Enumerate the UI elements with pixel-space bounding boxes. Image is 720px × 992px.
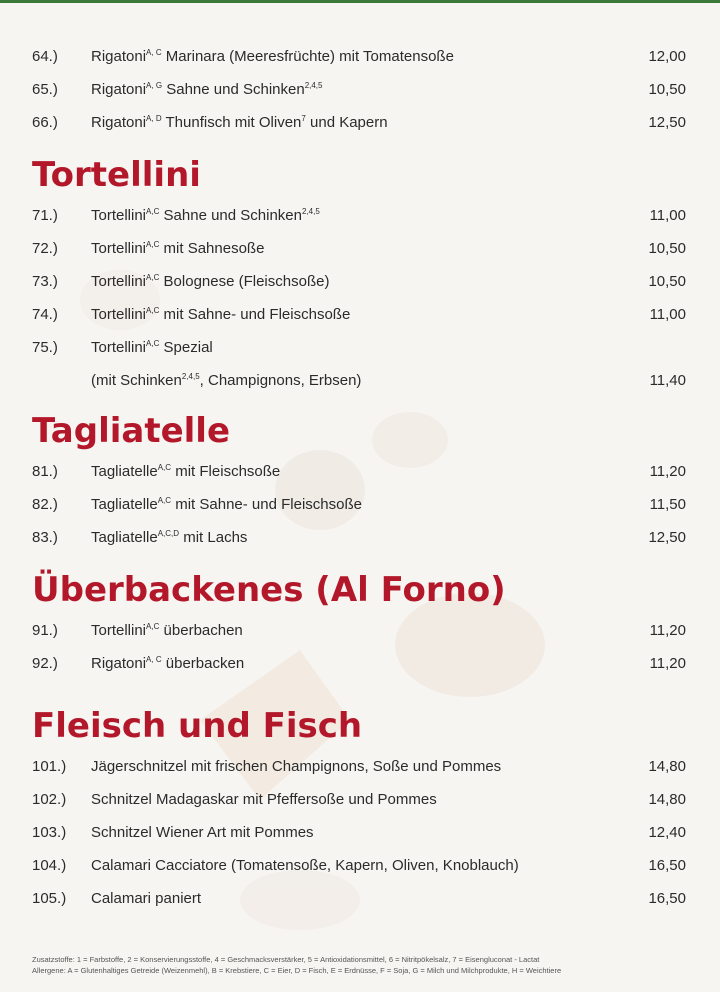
allergen-codes: A,C [146,339,160,348]
additive-codes: 7 [301,114,306,123]
item-number: 91.) [32,622,58,639]
item-price: 11,00 [649,306,686,323]
allergen-codes: A,C [157,463,172,472]
item-number: 66.) [32,114,58,131]
item-price: 11,00 [649,207,686,224]
item-price: 12,50 [648,114,686,131]
menu-item [0,521,720,554]
item-price: 10,50 [648,273,686,290]
item-text: überbachen [159,622,243,639]
item-name: Tortellini [91,339,147,356]
footnotes [32,954,561,976]
item-number: 105.) [32,890,67,907]
item-number: 73.) [32,273,58,290]
menu-item [0,816,720,849]
item-text: , Champignons, Erbsen) [199,372,362,389]
allergen-codes: A,C [146,273,160,282]
item-text: Thunfisch mit Oliven [161,114,302,131]
item-name: Rigatoni [91,81,147,98]
item-price: 16,50 [648,890,686,907]
item-text: Marinara (Meeresfrüchte) mit Tomatensoße [161,48,454,65]
item-name: Calamari Cacciatore (Tomatensoße, Kapern, Oliven, Knoblauch) [91,857,519,874]
additives-note: Zusatzstoffe: 1 = Farbstoffe, 2 = Konservierungsstoffe, 4 = Geschmacksverstärker, 5 = Antioxidationsmittel, 6 = Nitritpökelsalz, 7 = Eisengluconat - Lactat [32,955,540,964]
item-text-extra: und Kapern [305,114,388,131]
item-description [91,298,350,331]
allergen-codes: A,C [146,240,160,249]
item-number: 104.) [32,857,67,874]
menu-item [0,331,720,364]
item-price: 10,50 [648,81,686,98]
menu-item [0,849,720,882]
allergen-codes: A,C [146,207,160,216]
item-text: Sahne und Schinken [162,81,305,98]
allergen-codes: A, G [146,81,163,90]
allergen-codes: A, C [146,655,162,664]
item-text: Spezial [159,339,213,356]
section-heading: Fleisch und Fisch [32,706,363,746]
item-price: 12,00 [648,48,686,65]
allergen-codes: A,C,D [157,529,180,538]
item-text: mit Fleischsoße [171,463,281,480]
item-price: 10,50 [648,240,686,257]
item-name: Tagliatelle [91,496,158,513]
item-number: 81.) [32,463,58,480]
allergen-codes: A,C [146,306,160,315]
menu-item [0,882,720,915]
item-description [91,106,388,139]
item-description [91,647,244,680]
item-name: Jägerschnitzel mit frischen Champignons, Soße und Pommes [91,758,502,775]
item-name: Tortellini [91,273,147,290]
item-price: 12,50 [648,529,686,546]
allergens-note: Allergene: A = Glutenhaltiges Getreide (Weizenmehl), B = Krebstiere, C = Eier, D = Fisch, E = Erdnüsse, F = Soja, G = Milch und Milchprodukte, H = Weichtiere [32,966,562,975]
item-number: 102.) [32,791,67,808]
item-name: Rigatoni [91,114,147,131]
item-text: Sahne und Schinken [159,207,302,224]
item-description [91,521,247,554]
item-price: 12,40 [648,824,686,841]
allergen-codes: A, C [146,48,162,57]
item-number: 72.) [32,240,58,257]
menu-item [0,750,720,783]
item-text: mit Sahne- und Fleischsoße [171,496,362,513]
menu-item [0,783,720,816]
menu-item [0,364,720,397]
item-price: 16,50 [648,857,686,874]
item-description [91,364,361,397]
item-description [91,331,213,364]
section-heading: Überbackenes (Al Forno) [32,570,506,610]
item-number: 71.) [32,207,58,224]
item-description [91,40,454,73]
item-name: (mit Schinken [91,372,182,389]
menu-item [0,199,720,232]
item-number: 75.) [32,339,58,356]
item-price: 11,20 [649,622,686,639]
item-price: 11,20 [649,655,686,672]
item-number: 64.) [32,48,58,65]
allergen-codes: 2,4,5 [181,372,200,381]
item-description [91,488,362,521]
item-text: mit Sahnesoße [159,240,265,257]
section-heading: Tagliatelle [32,411,231,451]
item-name: Rigatoni [91,48,147,65]
menu-item [0,40,720,73]
item-description [91,882,201,915]
item-text: überbacken [161,655,245,672]
item-name: Tortellini [91,207,147,224]
menu-item [0,455,720,488]
item-number: 82.) [32,496,58,513]
item-name: Tagliatelle [91,529,158,546]
item-name: Tortellini [91,622,147,639]
item-text: mit Lachs [179,529,248,546]
item-text: Bolognese (Fleischsoße) [159,273,330,290]
menu-item [0,614,720,647]
item-description [91,614,243,647]
additive-codes: 2,4,5 [302,207,320,216]
item-name: Tortellini [91,306,147,323]
section-heading: Tortellini [32,155,201,195]
item-description [91,750,501,783]
item-number: 92.) [32,655,58,672]
item-price: 11,40 [649,372,686,389]
item-description [91,199,320,232]
item-description [91,849,519,882]
item-name: Tagliatelle [91,463,158,480]
item-description [91,232,264,265]
item-number: 103.) [32,824,67,841]
item-description [91,455,280,488]
menu-item [0,106,720,139]
item-number: 74.) [32,306,58,323]
additive-codes: 2,4,5 [304,81,323,90]
menu-item [0,488,720,521]
menu-item [0,265,720,298]
item-name: Schnitzel Madagaskar mit Pfeffersoße und Pommes [91,791,437,808]
item-number: 83.) [32,529,58,546]
item-text: mit Sahne- und Fleischsoße [159,306,351,323]
item-number: 65.) [32,81,58,98]
menu-item [0,298,720,331]
item-price: 11,20 [649,463,686,480]
menu-item [0,647,720,680]
item-name: Tortellini [91,240,147,257]
allergen-codes: A,C [146,622,160,631]
menu-item [0,73,720,106]
menu-item [0,232,720,265]
item-description [91,783,437,816]
item-description [91,73,322,106]
item-name: Calamari paniert [91,890,202,907]
allergen-codes: A, D [146,114,162,123]
menu-list [0,40,720,915]
item-name: Rigatoni [91,655,147,672]
item-price: 11,50 [649,496,686,513]
item-price: 14,80 [648,758,686,775]
top-border [0,0,720,3]
item-description [91,816,314,849]
item-name: Schnitzel Wiener Art mit Pommes [91,824,314,841]
item-number: 101.) [32,758,67,775]
allergen-codes: A,C [157,496,172,505]
item-description [91,265,329,298]
item-price: 14,80 [648,791,686,808]
